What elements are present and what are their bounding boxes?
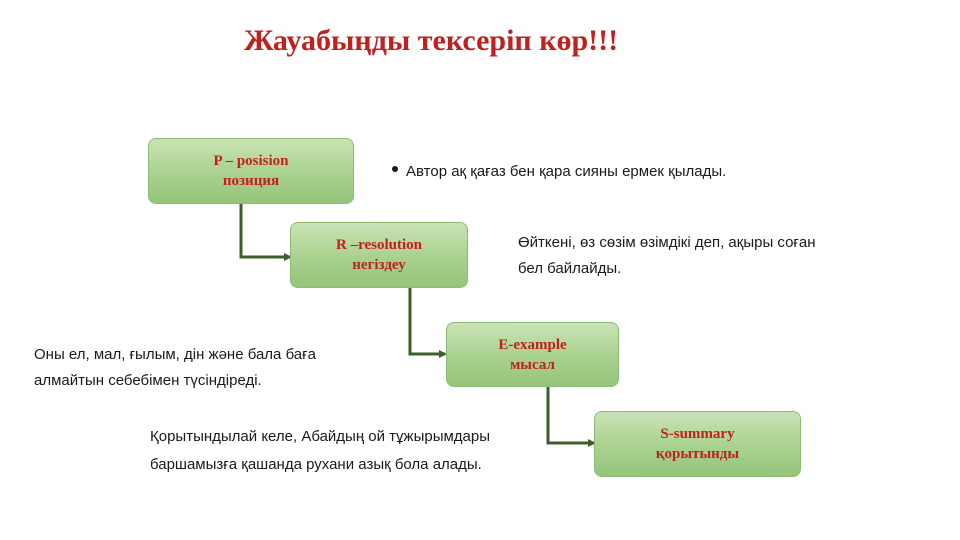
step-summary-label: S-summary [660, 426, 735, 442]
note-resolution-line2: бел байлайды. [518, 260, 622, 277]
bullet-icon [392, 166, 398, 172]
step-position-sublabel: позиция [222, 173, 280, 189]
note-position [392, 159, 812, 185]
step-box-example [446, 322, 619, 387]
step-resolution-sublabel: негіздеу [352, 257, 406, 273]
note-example [34, 342, 394, 394]
step-example-label: E-example [498, 336, 567, 353]
step-box-resolution [290, 222, 468, 288]
note-position-text: Автор ақ қағаз бен қара сияны ермек қылады. [406, 163, 727, 180]
arrow-p-to-r [241, 204, 290, 257]
note-example-line1: Оны ел, мал, ғылым, дін және бала баға [34, 346, 316, 363]
arrow-r-to-e [410, 288, 445, 354]
note-summary [150, 423, 570, 479]
note-resolution [518, 230, 918, 282]
page-title: Жауабыңды тексеріп көр!!! [244, 24, 619, 57]
note-resolution-line1: Өйткені, өз сөзім өзімдікі деп, ақыры соған [518, 234, 816, 251]
step-example-sublabel: мысал [510, 356, 555, 373]
step-summary-sublabel: қорытынды [655, 446, 740, 462]
step-position-label: P – posision [213, 153, 289, 169]
step-box-position [148, 138, 354, 204]
step-resolution-label: R –resolution [336, 237, 422, 253]
note-summary-line2: баршамызға қашанда рухани азық бола алады. [150, 456, 482, 473]
note-summary-line1: Қорытындылай келе, Абайдың ой тұжырымдары [150, 428, 491, 445]
step-box-summary [594, 411, 801, 477]
note-example-line2: алмайтын себебімен түсіндіреді. [34, 372, 262, 389]
